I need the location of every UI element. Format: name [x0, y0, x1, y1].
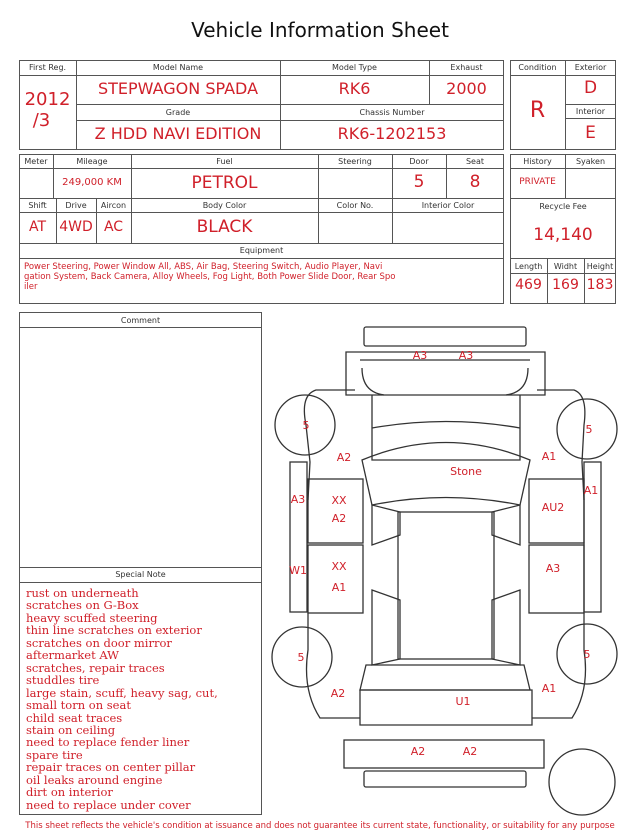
- exterior-label: Exterior: [574, 63, 607, 72]
- history-label: History: [523, 157, 552, 166]
- mark-front-bumper-right: A3: [458, 349, 474, 362]
- special-note-item: scratches on door mirror: [26, 635, 172, 650]
- grade-value: Z HDD NAVI EDITION: [94, 124, 262, 143]
- mark-side-left-rear: W1: [289, 564, 307, 577]
- sheet-title: Vehicle Information Sheet: [191, 18, 449, 42]
- mark-wheel-front-left: 5: [302, 419, 310, 432]
- mark-side-right-front: A1: [583, 484, 599, 497]
- exterior-value: D: [583, 78, 598, 98]
- equipment-line: gation System, Back Camera, Alloy Wheels, Fog Light, Both Power Slide Door, Rear Spo: [24, 272, 396, 282]
- interior-label: Interior: [575, 107, 606, 116]
- interior-value: E: [585, 123, 596, 143]
- special-note-item: heavy scuffed steering: [26, 610, 158, 625]
- recycle-fee-label: Recycle Fee: [539, 202, 587, 211]
- special-note-item: scratches, repair traces: [26, 660, 165, 675]
- special-note-item: scratches on G-Box: [26, 598, 139, 613]
- special-note-item: large stain, scuff, heavy sag, cut,: [26, 685, 218, 700]
- length-value: 469: [515, 277, 542, 293]
- model-name-label: Model Name: [152, 63, 204, 72]
- special-note-item: need to replace under cover: [26, 797, 191, 812]
- mark-tailgate: U1: [455, 695, 471, 708]
- door-value: 5: [413, 172, 425, 192]
- color-no-label: Color No.: [336, 201, 374, 210]
- comment-label: Comment: [120, 316, 161, 325]
- exhaust-label: Exhaust: [450, 63, 483, 72]
- mark-wheel-rear-right: 5: [583, 648, 591, 661]
- equipment-label: Equipment: [239, 246, 284, 255]
- roof: [398, 512, 494, 659]
- drive-label: Drive: [65, 201, 87, 210]
- equipment-line: iler: [24, 282, 38, 292]
- height-value: 183: [586, 277, 614, 293]
- syaken-label: Syaken: [575, 157, 606, 166]
- steering-label: Steering: [338, 157, 372, 166]
- exhaust-value: 2000: [446, 79, 487, 98]
- mark-door-left-front-1: XX: [331, 494, 347, 507]
- length-label: Length: [514, 262, 543, 271]
- left-side-sill: [290, 462, 307, 612]
- mark-fender-front-left: A2: [336, 451, 352, 464]
- special-note-item: need to replace fender liner: [26, 735, 190, 750]
- spare-wheel: [549, 749, 615, 815]
- mark-quarter-left: A2: [330, 687, 346, 700]
- aircon-value: AC: [103, 219, 124, 235]
- mark-side-left-front: A3: [290, 493, 306, 506]
- width-label: Widht: [553, 262, 578, 271]
- seat-value: 8: [469, 172, 481, 192]
- mark-door-right-front: AU2: [541, 501, 565, 514]
- mark-rear-bumper-left: A2: [410, 745, 426, 758]
- rear-bumper-bottom: [364, 771, 526, 787]
- rear-bumper: [344, 740, 544, 768]
- rear-glass: [360, 665, 530, 690]
- chassis-number-value: RK6-1202153: [337, 124, 447, 143]
- door-label: Door: [409, 157, 429, 166]
- seat-label: Seat: [465, 157, 485, 166]
- body-color-value: BLACK: [196, 217, 253, 237]
- mark-door-left-rear-2: A1: [331, 581, 347, 594]
- first-reg-month: /3: [32, 110, 51, 131]
- mark-front-bumper-left: A3: [412, 349, 428, 362]
- right-rear-door: [529, 545, 584, 613]
- left-front-door: [308, 479, 363, 543]
- mark-fender-front-right: A1: [541, 450, 557, 463]
- fuel-value: PETROL: [191, 173, 258, 193]
- disclaimer-footer: This sheet reflects the vehicle's condition at issuance and does not guarantee its current state, functionality, or suitability for any purpose: [25, 821, 615, 831]
- grade-label: Grade: [165, 108, 191, 117]
- mark-rear-bumper-right: A2: [462, 745, 478, 758]
- width-value: 169: [552, 277, 579, 293]
- special-note-label: Special Note: [115, 570, 166, 579]
- mark-wheel-front-right: 5: [585, 423, 593, 436]
- drive-value: 4WD: [59, 219, 93, 235]
- model-type-label: Model Type: [332, 63, 377, 72]
- mark-door-left-front-2: A2: [331, 512, 347, 525]
- body-color-label: Body Color: [202, 201, 247, 210]
- left-quarter: [307, 613, 361, 718]
- special-note-item: studdles tire: [26, 673, 100, 688]
- model-type-value: RK6: [338, 79, 371, 98]
- mark-quarter-right: A1: [541, 682, 557, 695]
- meter-label: Meter: [24, 157, 48, 166]
- mark-door-right-rear: A3: [545, 562, 561, 575]
- special-note-item: repair traces on center pillar: [26, 760, 196, 775]
- mark-door-left-rear-1: XX: [331, 560, 347, 573]
- chassis-number-label: Chassis Number: [359, 108, 425, 117]
- condition-value: R: [529, 98, 546, 123]
- mileage-value: 249,000 KM: [62, 177, 122, 188]
- hood: [372, 395, 520, 460]
- front-bumper-top: [364, 327, 526, 346]
- special-note-item: oil leaks around engine: [26, 772, 163, 787]
- model-name-value: STEPWAGON SPADA: [97, 79, 259, 98]
- mileage-label: Mileage: [76, 157, 108, 166]
- tailgate: [360, 690, 532, 725]
- special-note-item: dirt on interior: [26, 785, 113, 800]
- special-note-item: thin line scratches on exterior: [26, 623, 202, 638]
- left-rear-door: [308, 545, 363, 613]
- shift-value: AT: [28, 219, 47, 235]
- fuel-label: Fuel: [216, 157, 233, 166]
- windshield: [362, 443, 530, 506]
- first-reg-label: First Reg.: [28, 63, 67, 72]
- mark-wheel-rear-left: 5: [297, 651, 305, 664]
- special-note-item: spare tire: [26, 747, 83, 762]
- special-note-item: stain on ceiling: [26, 722, 116, 737]
- equipment-line: Power Steering, Power Window All, ABS, Air Bag, Steering Switch, Audio Player, Navi: [24, 262, 383, 272]
- condition-label: Condition: [518, 63, 557, 72]
- special-note-item: small torn on seat: [26, 698, 131, 713]
- special-note-item: child seat traces: [26, 710, 123, 725]
- recycle-fee-value: 14,140: [533, 225, 593, 245]
- front-bumper: [346, 352, 545, 395]
- height-label: Height: [586, 262, 614, 271]
- aircon-label: Aircon: [100, 201, 127, 210]
- first-reg-year: 2012: [24, 89, 71, 110]
- special-note-item: aftermarket AW: [26, 648, 120, 663]
- mark-windshield: Stone: [450, 465, 482, 478]
- shift-label: Shift: [28, 201, 47, 210]
- left-front-fender: [304, 390, 355, 500]
- interior-color-label: Interior Color: [421, 201, 475, 210]
- special-note-item: rust on underneath: [26, 586, 139, 600]
- history-value: PRIVATE: [519, 177, 556, 187]
